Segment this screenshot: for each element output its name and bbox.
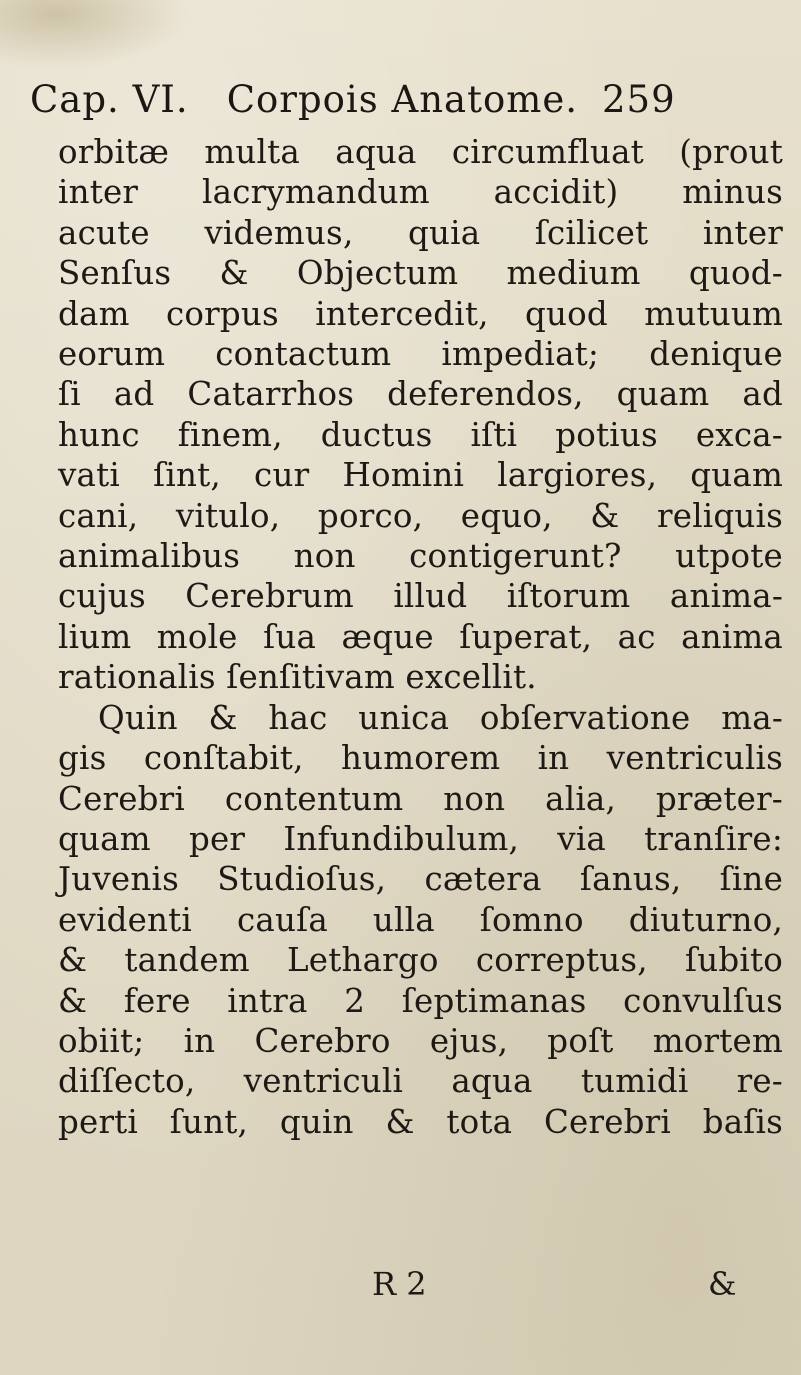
page-footer xyxy=(0,1265,801,1307)
text-line: cani, vitulo, porco, equo, & reliquis xyxy=(58,496,783,535)
page-stain xyxy=(0,0,190,70)
text-line: hunc finem, ductus iſti potius exca- xyxy=(58,415,783,454)
text-line: eorum contactum impediat; denique xyxy=(58,335,783,374)
text-line: Cerebri contentum non alia, præter- xyxy=(58,779,783,818)
running-title: Corpois Anatome. xyxy=(226,78,578,121)
text-line: cujus Cerebrum illud iſtorum anima- xyxy=(58,577,783,616)
text-line: diſſecto, ventriculi aqua tumidi re- xyxy=(58,1062,783,1101)
text-line: animalibus non contigerunt? utpote xyxy=(58,537,783,576)
text-line: Juvenis Studioſus, cætera ſanus, ſine xyxy=(58,860,783,899)
text-line: & fere intra 2 ſeptimanas convulſus xyxy=(58,981,783,1020)
page-number: 259 xyxy=(602,78,676,121)
text-line: obiit; in Cerebro ejus, poſt mortem xyxy=(58,1021,783,1060)
paragraph-end-line: rationalis ſenſitivam excellit. xyxy=(58,658,537,697)
text-line: lium mole ſua æque ſuperat, ac anima xyxy=(58,617,783,656)
text-line: ſi ad Catarrhos deferendos, quam ad xyxy=(58,375,783,414)
chapter-label: Cap. VI. xyxy=(30,78,189,121)
running-header xyxy=(30,78,750,121)
text-line: perti ſunt, quin & tota Cerebri baſis xyxy=(58,1102,783,1141)
signature-mark: R 2 xyxy=(372,1265,427,1303)
text-line: gis conſtabit, humorem in ventriculis xyxy=(58,739,783,778)
text-line: dam corpus intercedit, quod mutuum xyxy=(58,294,783,333)
paragraph-start-line: Quin & hac unica obſervatione ma- xyxy=(98,698,783,737)
text-line: inter lacrymandum accidit) minus xyxy=(58,173,783,212)
text-line: Senſus & Objectum medium quod- xyxy=(58,254,783,293)
text-line: quam per Infundibulum, via tranſire: xyxy=(58,819,783,858)
text-line: & tandem Lethargo correptus, ſubito xyxy=(58,941,783,980)
catchword: & xyxy=(708,1265,737,1303)
body-text xyxy=(58,132,783,1142)
text-line: evidenti cauſa ulla ſomno diuturno, xyxy=(58,900,783,939)
text-line: orbitæ multa aqua circumfluat (prout xyxy=(58,133,783,171)
text-line: acute videmus, quia ſcilicet inter xyxy=(58,213,783,252)
text-line: vati ſint, cur Homini largiores, quam xyxy=(58,456,783,495)
